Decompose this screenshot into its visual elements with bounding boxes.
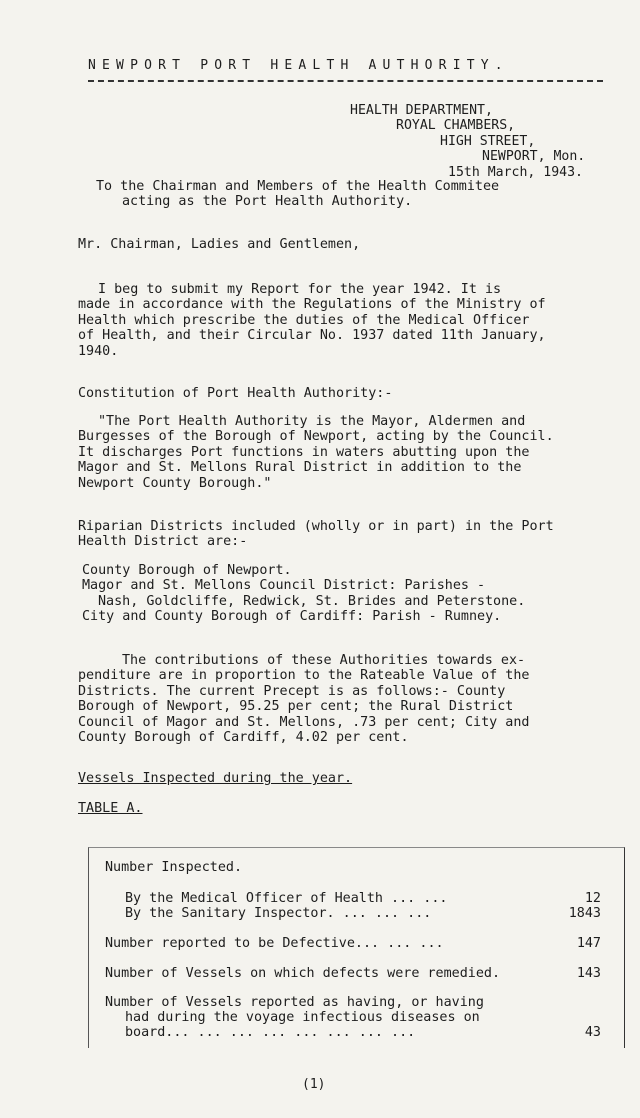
table-label: TABLE A. <box>78 801 143 816</box>
addressee-line: To the Chairman and Members of the Health Commitee <box>96 179 500 194</box>
row-label: By the Sanitary Inspector. ... ... ... <box>125 906 432 921</box>
letter-date: 15th March, 1943. <box>448 164 583 180</box>
row-label: By the Medical Officer of Health ... ... <box>125 891 448 906</box>
paragraph-line: County Borough of Cardiff, 4.02 per cent. <box>78 730 409 746</box>
paragraph-line: Borough of Newport, 95.25 per cent; the Rural District <box>78 699 514 715</box>
list-item: Magor and St. Mellons Council District: Parishes - <box>82 578 486 594</box>
row-label: Number reported to be Defective... ... ... <box>105 936 444 951</box>
paragraph-line: I beg to submit my Report for the year 1942. It is <box>98 282 502 297</box>
list-item: County Borough of Newport. <box>82 563 292 578</box>
row-value: 43 <box>584 1025 601 1040</box>
paragraph-line: penditure are in proportion to the Rateable Value of the <box>78 668 530 684</box>
paragraph-line: Riparian Districts included (wholly or in part) in the Port <box>78 519 554 534</box>
intro-paragraph <box>78 282 604 359</box>
table-a <box>88 847 625 1048</box>
paragraph-line: made in accordance with the Regulations of the Ministry of <box>78 297 546 313</box>
paragraph-line: Burgesses of the Borough of Newport, acting by the Council. <box>78 429 554 445</box>
riparian-list <box>78 563 604 625</box>
paragraph-line: Districts. The current Precept is as follows:- County <box>78 683 506 699</box>
contributions-paragraph <box>78 653 604 745</box>
salutation: Mr. Chairman, Ladies and Gentlemen, <box>78 237 361 252</box>
riparian-heading <box>78 519 604 550</box>
row-value: 147 <box>576 936 601 951</box>
list-item: City and County Borough of Cardiff: Parish - Rumney. <box>82 609 502 625</box>
paragraph-line: The contributions of these Authorities towards ex- <box>122 653 526 668</box>
page-number: (1) <box>302 1077 326 1092</box>
address-line: HEALTH DEPARTMENT, <box>350 103 493 118</box>
paragraph-line: "The Port Health Authority is the Mayor, Aldermen and <box>98 414 526 429</box>
address-line: NEWPORT, Mon. <box>482 149 586 165</box>
address-line: ROYAL CHAMBERS, <box>396 118 516 134</box>
list-item: Nash, Goldcliffe, Redwick, St. Brides and Peterstone. <box>98 593 526 609</box>
paragraph-line: Newport County Borough." <box>78 475 272 491</box>
addressee <box>78 179 604 210</box>
paragraph-line: Magor and St. Mellons Rural District in addition to the <box>78 460 522 476</box>
paragraph-line: Council of Magor and St. Mellons, .73 per cent; City and <box>78 714 530 730</box>
addressee-line: acting as the Port Health Authority. <box>122 194 413 210</box>
address-line: HIGH STREET, <box>440 133 536 149</box>
title-dashed-rule <box>88 80 603 82</box>
document-title: NEWPORT PORT HEALTH AUTHORITY. <box>88 58 509 73</box>
row-label: Number of Vessels reported as having, or having <box>105 995 484 1010</box>
paragraph-line: It discharges Port functions in waters abutting upon the <box>78 444 530 460</box>
row-value: 143 <box>576 966 601 981</box>
sender-address <box>350 103 600 180</box>
row-label: board... ... ... ... ... ... ... ... <box>125 1025 416 1040</box>
row-label: had during the voyage infectious diseases on <box>125 1010 480 1025</box>
paragraph-line: of Health, and their Circular No. 1937 dated 11th January, <box>78 328 546 344</box>
table-heading-label: Number Inspected. <box>105 860 243 875</box>
constitution-quote <box>78 414 604 491</box>
row-value: 1843 <box>568 906 601 921</box>
paragraph-line: Health District are:- <box>78 534 248 550</box>
paragraph-line: Health which prescribe the duties of the Medical Officer <box>78 312 530 328</box>
row-label: Number of Vessels on which defects were remedied. <box>105 966 501 981</box>
paragraph-line: 1940. <box>78 343 119 359</box>
row-value: 12 <box>584 891 601 906</box>
vessels-heading: Vessels Inspected during the year. <box>78 771 353 786</box>
constitution-heading: Constitution of Port Health Authority:- <box>78 386 393 401</box>
